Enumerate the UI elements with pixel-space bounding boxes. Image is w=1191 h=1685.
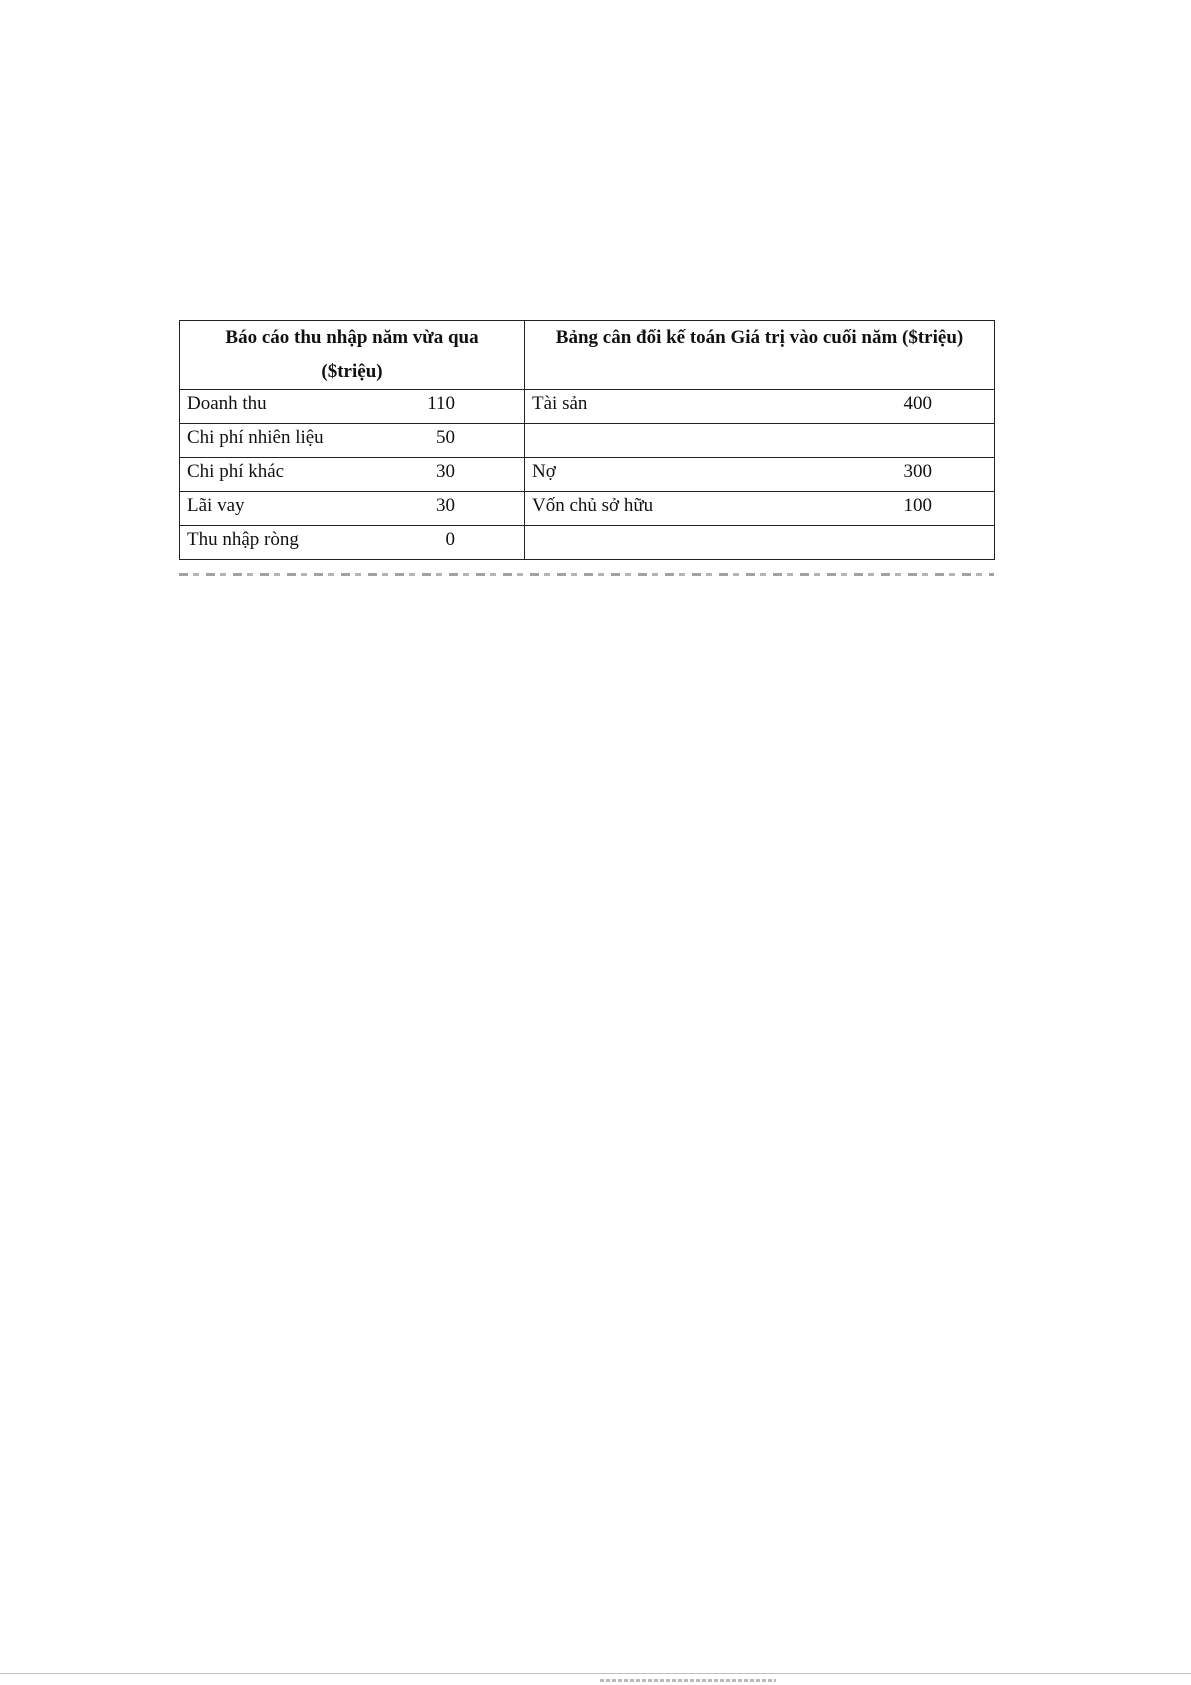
page-footer-mark xyxy=(600,1679,776,1682)
income-value: 0 xyxy=(445,529,455,550)
table-row xyxy=(180,390,995,424)
income-value: 30 xyxy=(436,461,455,482)
income-cell xyxy=(180,390,525,424)
balance-label: Tài sản xyxy=(532,393,588,414)
page-footer-rule xyxy=(0,1673,1191,1674)
income-label: Lãi vay xyxy=(187,495,245,516)
income-value: 110 xyxy=(427,393,455,414)
balance-cell xyxy=(525,424,995,458)
table-row xyxy=(180,424,995,458)
income-header-line-1: Báo cáo thu nhập năm vừa qua xyxy=(225,327,479,348)
balance-cell xyxy=(525,458,995,492)
income-cell xyxy=(180,458,525,492)
income-cell xyxy=(180,492,525,526)
cropped-text-line xyxy=(179,571,994,577)
balance-header-text: Bảng cân đối kế toán Giá trị vào cuối năm ($triệu) xyxy=(555,327,964,348)
income-label: Thu nhập ròng xyxy=(187,529,299,550)
income-header-line-2: ($triệu) xyxy=(321,361,383,382)
income-label: Doanh thu xyxy=(187,393,267,414)
income-label: Chi phí khác xyxy=(187,461,285,482)
income-cell xyxy=(180,424,525,458)
financial-table xyxy=(179,320,995,560)
income-label: Chi phí nhiên liệu xyxy=(187,427,324,448)
income-value: 50 xyxy=(436,427,455,448)
table-row xyxy=(180,526,995,560)
balance-value: 400 xyxy=(903,393,932,414)
balance-cell xyxy=(525,492,995,526)
table-row xyxy=(180,458,995,492)
balance-cell xyxy=(525,390,995,424)
balance-value: 300 xyxy=(903,461,932,482)
balance-label: Nợ xyxy=(532,461,556,482)
income-cell xyxy=(180,526,525,560)
table-row xyxy=(180,492,995,526)
balance-cell xyxy=(525,526,995,560)
income-value: 30 xyxy=(436,495,455,516)
income-statement-header xyxy=(180,321,525,390)
balance-label: Vốn chủ sở hữu xyxy=(532,495,654,516)
balance-value: 100 xyxy=(903,495,932,516)
table-header-row xyxy=(180,321,995,390)
balance-sheet-header xyxy=(525,321,995,390)
